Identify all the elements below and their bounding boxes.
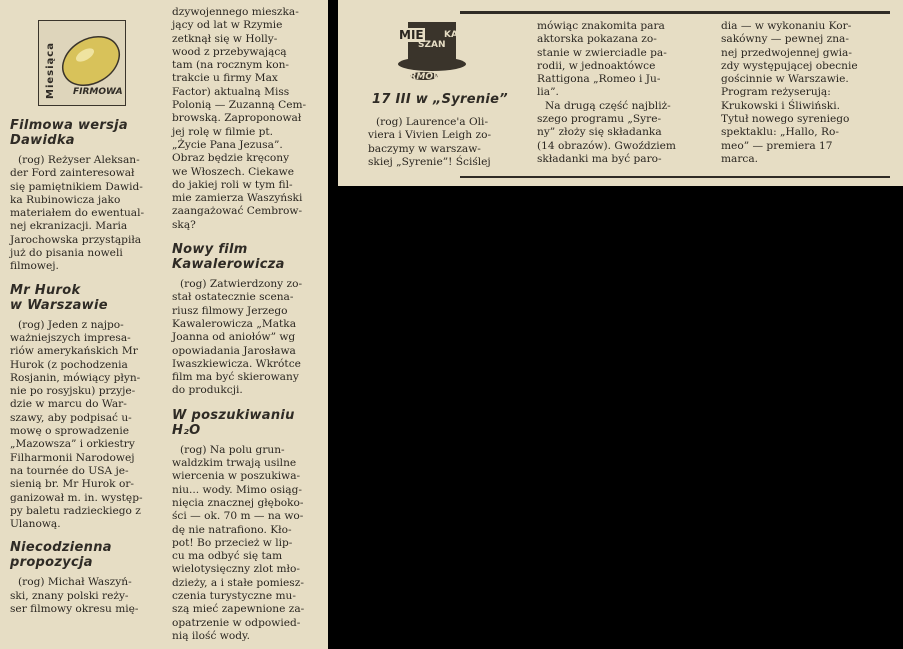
text-line: „Życie Pana Jezusa”.	[172, 138, 283, 151]
text-line: szawy, aby podpisać u-	[10, 411, 132, 424]
text-line: pot! Bo przecież w lip-	[172, 536, 293, 549]
text-line: już do pisania noweli	[10, 247, 123, 260]
right-newspaper-clipping	[338, 0, 903, 186]
text-line: der Ford zainteresował	[10, 167, 135, 180]
article-niecodzienna-continued	[172, 6, 319, 232]
text-line: opowiadania Jarosława	[172, 344, 296, 357]
text-line: niu... wody. Mimo osiąg-	[172, 483, 302, 496]
text-line: dzywojennego mieszka-	[172, 6, 299, 18]
text-line: meo” — premiera 17	[721, 139, 833, 152]
text-line: nięcia znacznej głęboko-	[172, 496, 304, 509]
text-line: lia”.	[537, 86, 559, 99]
text-line: nie po rosyjsku) przyje-	[10, 385, 136, 398]
text-line: Krukowski i Śliwiński.	[721, 99, 840, 112]
text-line: riusz filmowy Jerzego	[172, 304, 288, 317]
text-line: Tytuł nowego syreniego	[721, 113, 850, 126]
text-line: nej ekranizacji. Maria	[10, 220, 128, 233]
text-line: we Włoszech. Ciekawe	[172, 165, 295, 178]
headline-filmowa-wersja-2: Dawidka	[10, 133, 75, 148]
text-line: (rog) Michał Waszyń-	[18, 576, 132, 589]
text-line: aktorska pokazana zo-	[537, 33, 657, 46]
text-line: skiej „Syrenie”! Ściślej	[368, 155, 491, 168]
left-column-1	[10, 118, 157, 616]
text-line: baczymy w warszaw-	[368, 142, 481, 155]
text-line: spektaklu: „Hallo, Ro-	[721, 126, 839, 139]
text-line: jej rolę w filmie pt.	[172, 125, 274, 138]
text-line: nią ilość wody.	[172, 629, 250, 642]
logo-brand-text: FIRMOWA	[73, 87, 123, 97]
right-column-2	[537, 20, 682, 166]
text-line: zdy występującej obecnie	[721, 59, 858, 72]
text-line: Factor) aktualną Miss	[172, 85, 290, 98]
text-line: Iwaszkiewicza. Wkrótce	[172, 357, 301, 370]
text-line: viera i Vivien Leigh zo-	[368, 129, 492, 142]
text-line: ka Rubinowicza jako	[10, 193, 121, 206]
left-newspaper-clipping	[0, 0, 328, 649]
text-line: (rog) Jeden z najpo-	[18, 318, 124, 331]
text-line: składanki ma być paro-	[537, 152, 662, 165]
text-line: wiercenia w poszukiwa-	[172, 470, 301, 483]
text-line: „Mazowsza” i orkiestry	[10, 438, 135, 451]
text-line: (rog) Zatwierdzony zo-	[180, 278, 303, 291]
article-dawidka-body	[10, 154, 157, 274]
text-line: ganizował m. in. występ-	[10, 491, 143, 504]
text-line: Ulanową.	[10, 518, 61, 531]
text-line: mie zamierza Waszyński	[172, 192, 303, 205]
headline-filmowa-wersja-1: Filmowa wersja	[10, 118, 128, 133]
text-line: czenia turystyczne mu-	[172, 589, 296, 602]
text-line: (rog) Reżyser Aleksan-	[18, 154, 140, 166]
text-line: jący od lat w Rzymie	[172, 19, 283, 32]
right-column-3	[721, 20, 885, 166]
text-line: Filharmonii Narodowej	[10, 451, 135, 464]
article-kawalerowicz-body	[172, 278, 319, 398]
headline-niecodzienna-2: propozycja	[10, 555, 93, 571]
text-line: dzieży, a i stałe pomiesz-	[172, 576, 304, 589]
headline-mr-hurok-2: w Warszawie	[10, 297, 108, 313]
text-line: stanie w zwierciadle pa-	[537, 46, 667, 59]
text-line: nej przedwojennej gwia-	[721, 46, 852, 59]
text-line: mowę o sprowadzenie	[10, 425, 130, 438]
text-line: opatrzenie w odpowied-	[172, 616, 301, 629]
logo-text-mie: MIE	[399, 28, 424, 42]
text-line: ski, znany polski reży-	[10, 589, 129, 602]
lemon-logo-box	[38, 20, 126, 106]
text-line: Kawalerowicza „Matka	[172, 317, 297, 330]
text-line: py baletu radzieckiego z	[10, 504, 141, 517]
text-line: riów amerykańskich Mr	[10, 345, 138, 358]
bottom-rule	[460, 176, 890, 178]
text-line: (rog) Na polu grun-	[180, 443, 285, 456]
text-line: ską?	[172, 218, 196, 231]
text-line: marca.	[721, 152, 759, 165]
article-hurok-body	[10, 319, 157, 532]
text-line: browską. Zaproponował	[172, 112, 302, 125]
article-niecodzienna-body	[10, 576, 157, 616]
text-line: Jarochowska przystąpiła	[10, 233, 142, 246]
text-line: do produkcji.	[172, 384, 243, 397]
text-line: sakówny — pewnej zna-	[721, 33, 849, 46]
text-line: ser filmowy okresu mię-	[10, 603, 139, 616]
text-line: gościnnie w Warszawie.	[721, 73, 849, 86]
text-line: szego programu „Syre-	[537, 113, 662, 126]
text-line: filmowej.	[10, 260, 59, 273]
top-rule	[460, 11, 890, 14]
logo-text-szan: SZAN	[418, 40, 446, 50]
left-column-2	[172, 6, 319, 643]
top-hat-logo	[394, 20, 474, 88]
text-line: (14 obrazów). Gwoździem	[537, 139, 676, 152]
text-line: Na drugą część najbliż-	[545, 99, 671, 112]
logo-brand-text: FIRMOWA	[400, 72, 450, 82]
text-line: dę nie natrafiono. Kło-	[172, 523, 292, 536]
headline-poszukiwaniu-2: H₂O	[172, 422, 201, 438]
text-line: na tournée do USA je-	[10, 464, 129, 477]
headline-mr-hurok-1: Mr Hurok	[10, 282, 81, 298]
text-line: dia — w wykonaniu Kor-	[721, 20, 852, 32]
text-line: trakcie u firmy Max	[172, 72, 278, 85]
article-h2o-body	[172, 444, 319, 643]
text-line: szą mieć zapewnione za-	[172, 603, 305, 616]
headline-nowy-film-1: Nowy film	[172, 242, 248, 258]
text-line: wood z przebywającą	[172, 45, 287, 58]
text-line: rodii, w jednoaktówce	[537, 59, 656, 72]
headline-nowy-film-2: Kawalerowicza	[172, 257, 285, 273]
text-line: sienią br. Mr Hurok or-	[10, 478, 134, 491]
text-line: ny” złoży się składanka	[537, 126, 662, 139]
text-line: waldzkim trwają usilne	[172, 457, 297, 470]
text-line: Joanna od aniołów” wg	[172, 331, 296, 344]
text-line: Rosjanin, mówiący płyn-	[10, 371, 141, 384]
text-line: tam (na rocznym kon-	[172, 59, 290, 72]
text-line: (rog) Laurence'a Oli-	[376, 116, 489, 128]
text-line: film ma być skierowany	[172, 371, 299, 384]
text-line: Obraz będzie kręcony	[172, 152, 290, 165]
logo-text-ka: KA	[444, 30, 458, 40]
text-line: zaangażować Cembrow-	[172, 205, 303, 218]
text-line: stał ostatecznie scena-	[172, 291, 294, 304]
text-line: materiałem do ewentual-	[10, 207, 145, 220]
text-line: Program reżyserują:	[721, 86, 831, 99]
text-line: cu ma odbyć się tam	[172, 550, 283, 563]
text-line: dzie w marcu do War-	[10, 398, 127, 411]
text-line: mówiąc znakomita para	[537, 20, 665, 32]
logo-vertical-text: Miesiąca	[45, 42, 56, 99]
text-line: zetknął się w Holly-	[172, 32, 278, 45]
text-line: do jakiej roli w tym fil-	[172, 178, 293, 191]
text-line: się pamiętnikiem Dawid-	[10, 180, 143, 193]
text-line: Polonią — Zuzanną Cem-	[172, 99, 307, 112]
headline-poszukiwaniu-1: W poszukiwaniu	[172, 407, 295, 423]
right-column-1	[368, 116, 506, 169]
text-line: Rattigona „Romeo i Ju-	[537, 73, 661, 86]
text-line: ści — ok. 70 m — na wo-	[172, 510, 304, 523]
headline-niecodzienna-1: Niecodzienna	[10, 540, 112, 556]
text-line: Hurok (z pochodzenia	[10, 358, 128, 371]
text-line: ważniejszych impresa-	[10, 331, 131, 344]
headline-syrenie: 17 III w „Syrenie”	[372, 92, 508, 107]
text-line: wielotysięczny zlot mło-	[172, 563, 300, 576]
